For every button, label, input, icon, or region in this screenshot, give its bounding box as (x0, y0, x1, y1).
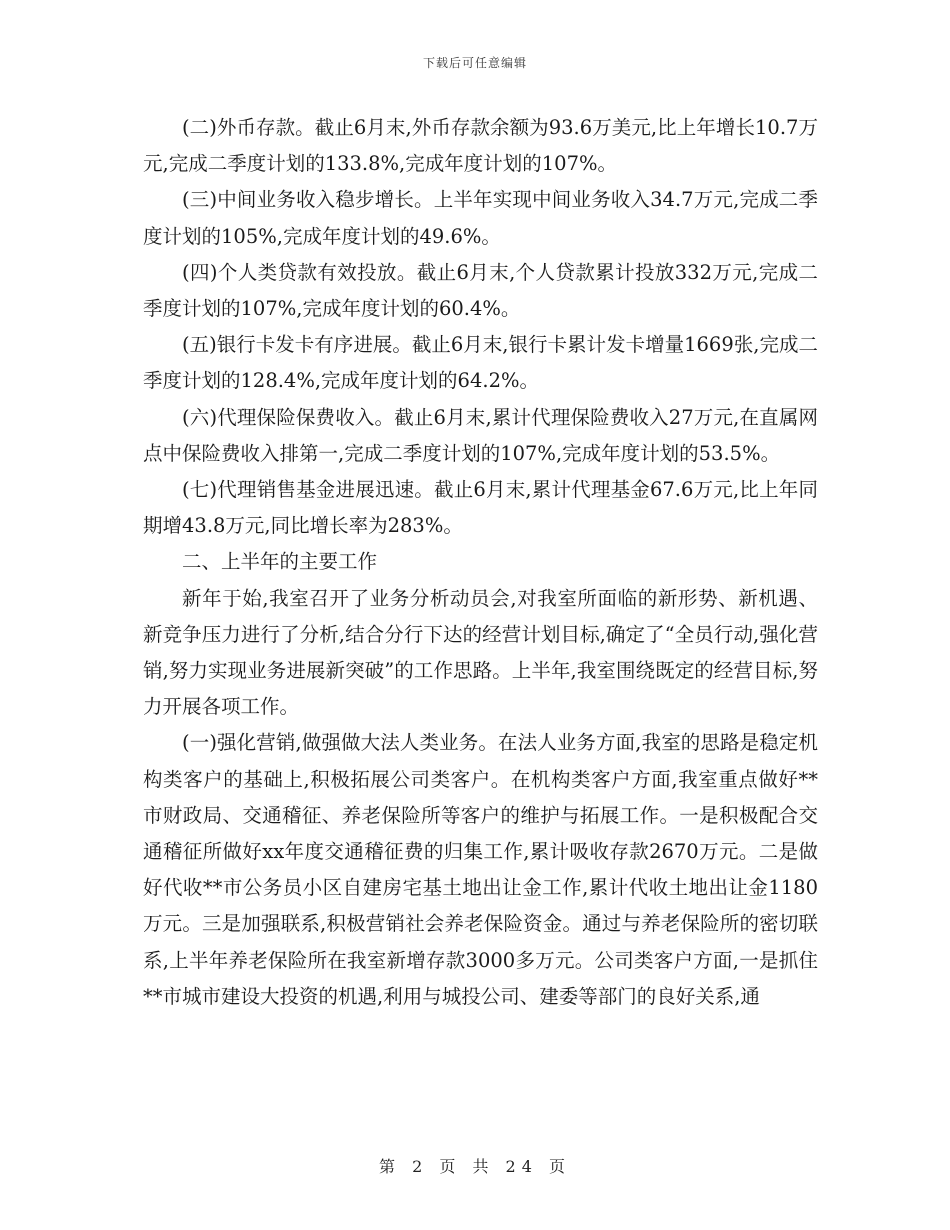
paragraph-corporate-business: (一)强化营销,做强做大法人类业务。在法人业务方面,我室的思路是稳定机构类客户的基础上,积极拓展公司类客户。在机构类客户方面,我室重点做好**市财政局、交通稽征、养老保险所等客户的维护与拓展工作。一是积极配合交通稽征所做好xx年度交通稽征费的归集工作,累计吸收存款2670万元。二是做好代收**市公务员小区自建房宅基土地出让金工作,累计代收土地出让金1180万元。三是加强联系,积极营销社会养老保险资金。通过与养老保险所的密切联系,上半年养老保险所在我室新增存款3000多万元。公司类客户方面,一是抓住**市城市建设大投资的机遇,利用与城投公司、建委等部门的良好关系,通 (143, 731, 818, 1008)
section-heading: 二、上半年的主要工作 (182, 550, 378, 574)
paragraph-insurance: (六)代理保险保费收入。截止6月末,累计代理保险费收入27万元,在直属网点中保险费收入排第一,完成二季度计划的107%,完成年度计划的53.5%。 (143, 405, 818, 465)
page-header-note: 下载后可任意编辑 (422, 56, 527, 70)
paragraph-bank-cards: (五)银行卡发卡有序进展。截止6月末,银行卡累计发卡增量1669张,完成二季度计划的128.4%,完成年度计划的64.2%。 (143, 333, 818, 393)
paragraph-funds: (七)代理销售基金进展迅速。截止6月末,累计代理基金67.6万元,比上年同期增43.8万元,同比增长率为283%。 (143, 478, 818, 538)
document-body (143, 110, 818, 1015)
paragraph-foreign-deposits: (二)外币存款。截止6月末,外币存款余额为93.6万美元,比上年增长10.7万元,完成二季度计划的133.8%,完成年度计划的107%。 (143, 116, 818, 176)
paragraph-personal-loans: (四)个人类贷款有效投放。截止6月末,个人贷款累计投放332万元,完成二季度计划的107%,完成年度计划的60.4%。 (143, 260, 818, 321)
page-number-footer: 第 2 页 共 24 页 (379, 1157, 571, 1176)
paragraph-intermediary-income: (三)中间业务收入稳步增长。上半年实现中间业务收入34.7万元,完成二季度计划的105%,完成年度计划的49.6%。 (143, 188, 818, 248)
paragraph-overview: 新年于始,我室召开了业务分析动员会,对我室所面临的新形势、新机遇、新竞争压力进行了分析,结合分行下达的经营计划目标,确定了“全员行动,强化营销,努力实现业务进展新突破”的工作思路。上半年,我室围绕既定的经营目标,努力开展各项工作。 (143, 586, 818, 719)
